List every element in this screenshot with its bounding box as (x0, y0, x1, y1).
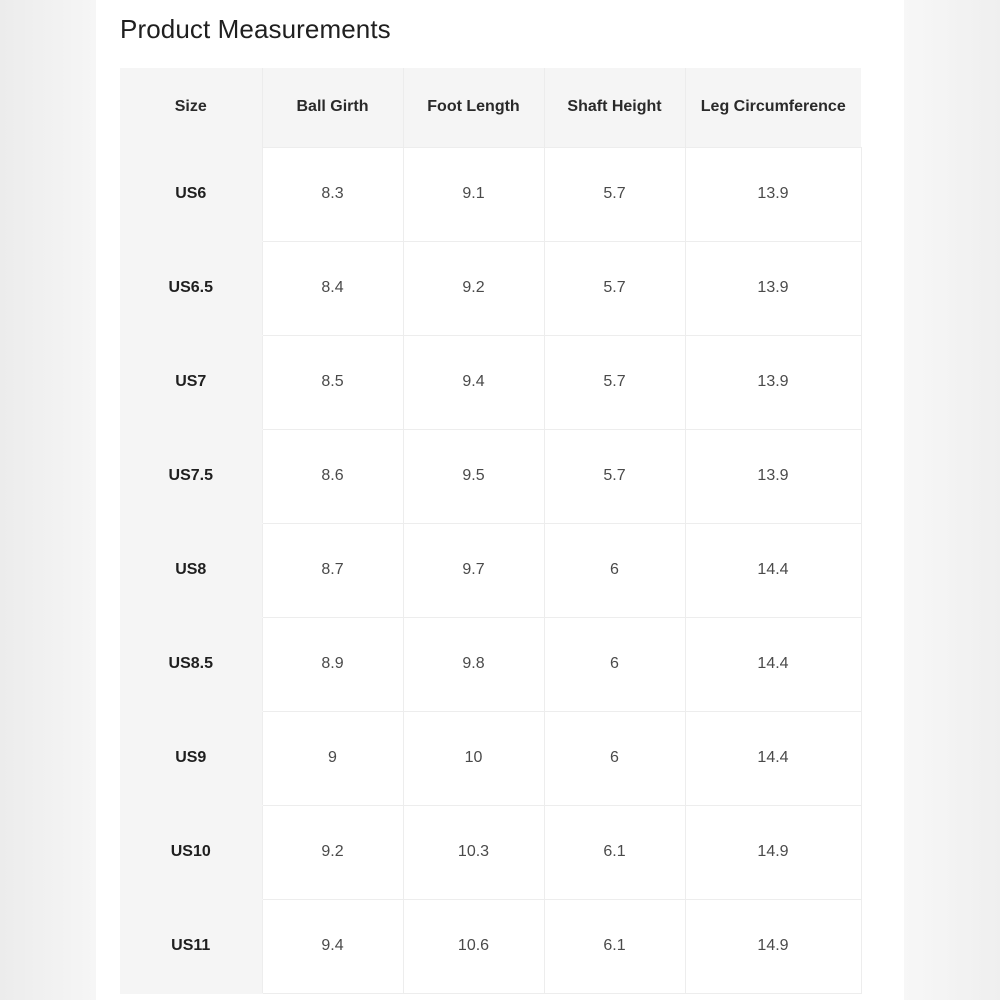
ball-girth-cell: 8.6 (262, 429, 403, 523)
foot-length-cell: 9.5 (403, 429, 544, 523)
leg-circumference-cell: 14.9 (685, 899, 861, 993)
foot-length-cell: 9.1 (403, 147, 544, 241)
page-title: Product Measurements (120, 14, 391, 44)
measurements-table (120, 68, 862, 994)
ball-girth-cell: 9.4 (262, 899, 403, 993)
table-row (120, 429, 861, 523)
table-header-row (120, 68, 861, 147)
column-header-foot-length: Foot Length (403, 68, 544, 147)
leg-circumference-cell: 14.4 (685, 617, 861, 711)
ball-girth-cell: 8.4 (262, 241, 403, 335)
size-cell: US8.5 (120, 617, 262, 711)
size-cell: US7.5 (120, 429, 262, 523)
size-cell: US9 (120, 711, 262, 805)
leg-circumference-cell: 14.9 (685, 805, 861, 899)
table-row (120, 147, 861, 241)
shaft-height-cell: 6 (544, 523, 685, 617)
table-row (120, 617, 861, 711)
shaft-height-cell: 6 (544, 617, 685, 711)
leg-circumference-cell: 13.9 (685, 147, 861, 241)
shaft-height-cell: 6 (544, 711, 685, 805)
table-row (120, 899, 861, 993)
ball-girth-cell: 9.2 (262, 805, 403, 899)
size-cell: US6.5 (120, 241, 262, 335)
size-cell: US8 (120, 523, 262, 617)
table-row (120, 711, 861, 805)
shaft-height-cell: 5.7 (544, 241, 685, 335)
column-header-ball-girth: Ball Girth (262, 68, 403, 147)
shaft-height-cell: 6.1 (544, 805, 685, 899)
foot-length-cell: 10 (403, 711, 544, 805)
leg-circumference-cell: 13.9 (685, 335, 861, 429)
leg-circumference-cell: 13.9 (685, 241, 861, 335)
shaft-height-cell: 5.7 (544, 335, 685, 429)
shaft-height-cell: 5.7 (544, 429, 685, 523)
ball-girth-cell: 8.7 (262, 523, 403, 617)
foot-length-cell: 9.2 (403, 241, 544, 335)
page-background-right (904, 0, 1000, 1000)
shaft-height-cell: 6.1 (544, 899, 685, 993)
foot-length-cell: 9.4 (403, 335, 544, 429)
leg-circumference-cell: 13.9 (685, 429, 861, 523)
size-cell: US11 (120, 899, 262, 993)
ball-girth-cell: 9 (262, 711, 403, 805)
ball-girth-cell: 8.9 (262, 617, 403, 711)
size-cell: US7 (120, 335, 262, 429)
foot-length-cell: 9.7 (403, 523, 544, 617)
foot-length-cell: 9.8 (403, 617, 544, 711)
table-row (120, 241, 861, 335)
leg-circumference-cell: 14.4 (685, 711, 861, 805)
table-row (120, 805, 861, 899)
page-background-left (0, 0, 96, 1000)
foot-length-cell: 10.6 (403, 899, 544, 993)
measurements-card (96, 0, 904, 1000)
table-row (120, 523, 861, 617)
shaft-height-cell: 5.7 (544, 147, 685, 241)
leg-circumference-cell: 14.4 (685, 523, 861, 617)
foot-length-cell: 10.3 (403, 805, 544, 899)
ball-girth-cell: 8.5 (262, 335, 403, 429)
column-header-shaft-height: Shaft Height (544, 68, 685, 147)
table-row (120, 335, 861, 429)
size-cell: US10 (120, 805, 262, 899)
column-header-size: Size (120, 68, 262, 147)
size-cell: US6 (120, 147, 262, 241)
column-header-leg-circumference: Leg Circumference (685, 68, 861, 147)
ball-girth-cell: 8.3 (262, 147, 403, 241)
